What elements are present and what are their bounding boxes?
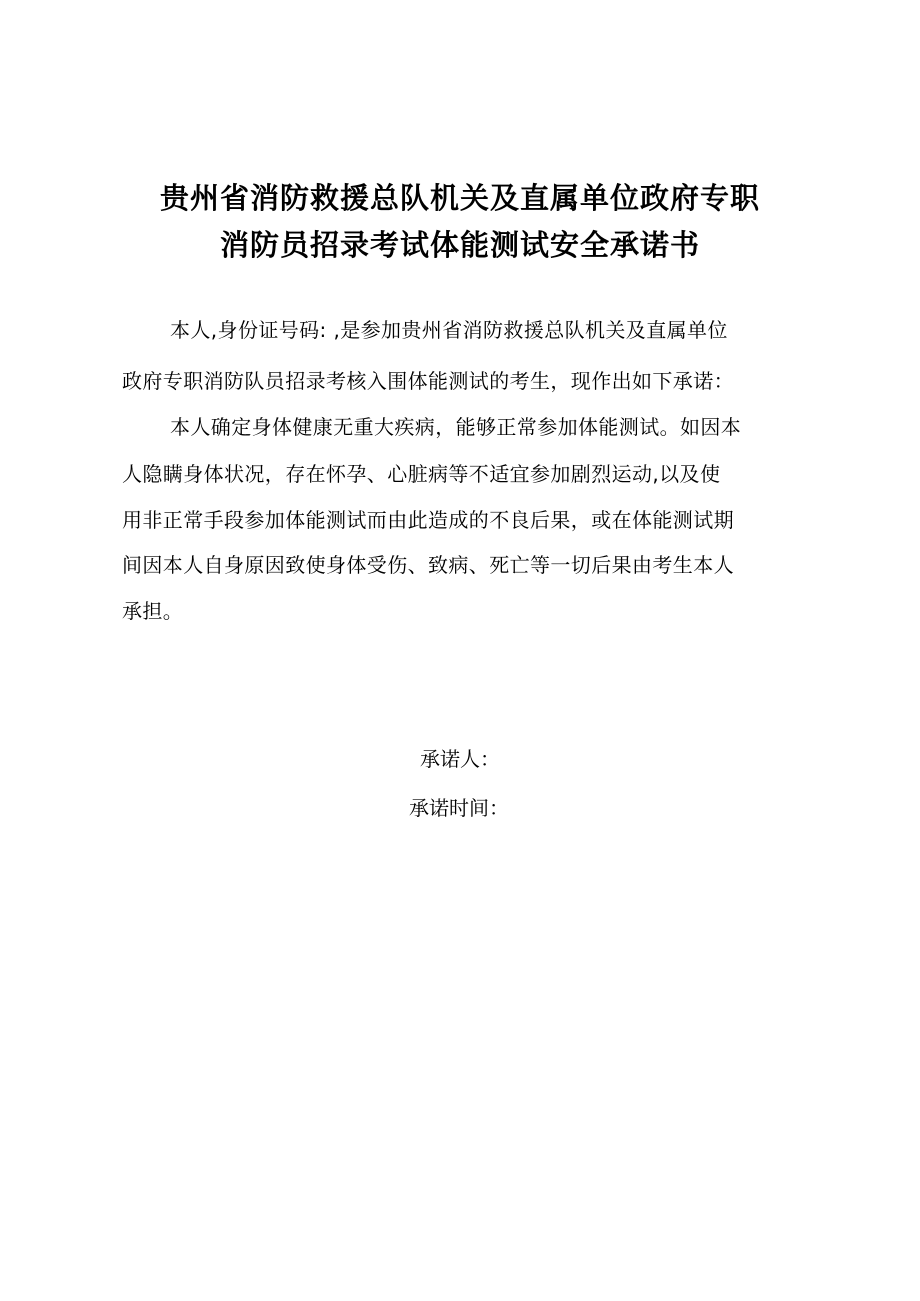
paragraph2-line5: 承担。 [122, 599, 184, 623]
promise-date-label: 承诺时间： [409, 796, 509, 820]
paragraph2-line3: 用非正常手段参加体能测试而由此造成的不良后果，或在体能测试期 [122, 508, 734, 532]
document-title-line2: 消防员招录考试体能测试安全承诺书 [219, 228, 700, 262]
paragraph1-line2: 政府专职消防队员招录考核入围体能测试的考生，现作出如下承诺： [122, 369, 734, 393]
paragraph2-line2: 人隐瞒身体状况，存在怀孕、心脏病等不适宜参加剧烈运动,以及使 [122, 462, 721, 486]
promisor-label: 承诺人： [420, 747, 500, 771]
paragraph2-line1: 本人确定身体健康无重大疾病，能够正常参加体能测试。如因本 [170, 415, 742, 439]
document-title-line1: 贵州省消防救援总队机关及直属单位政府专职 [159, 181, 760, 215]
paragraph1-line1: 本人,身份证号码: ,是参加贵州省消防救援总队机关及直属单位 [170, 318, 728, 342]
paragraph2-line4: 间因本人自身原因致使身体受伤、致病、死亡等一切后果由考生本人 [122, 553, 734, 577]
